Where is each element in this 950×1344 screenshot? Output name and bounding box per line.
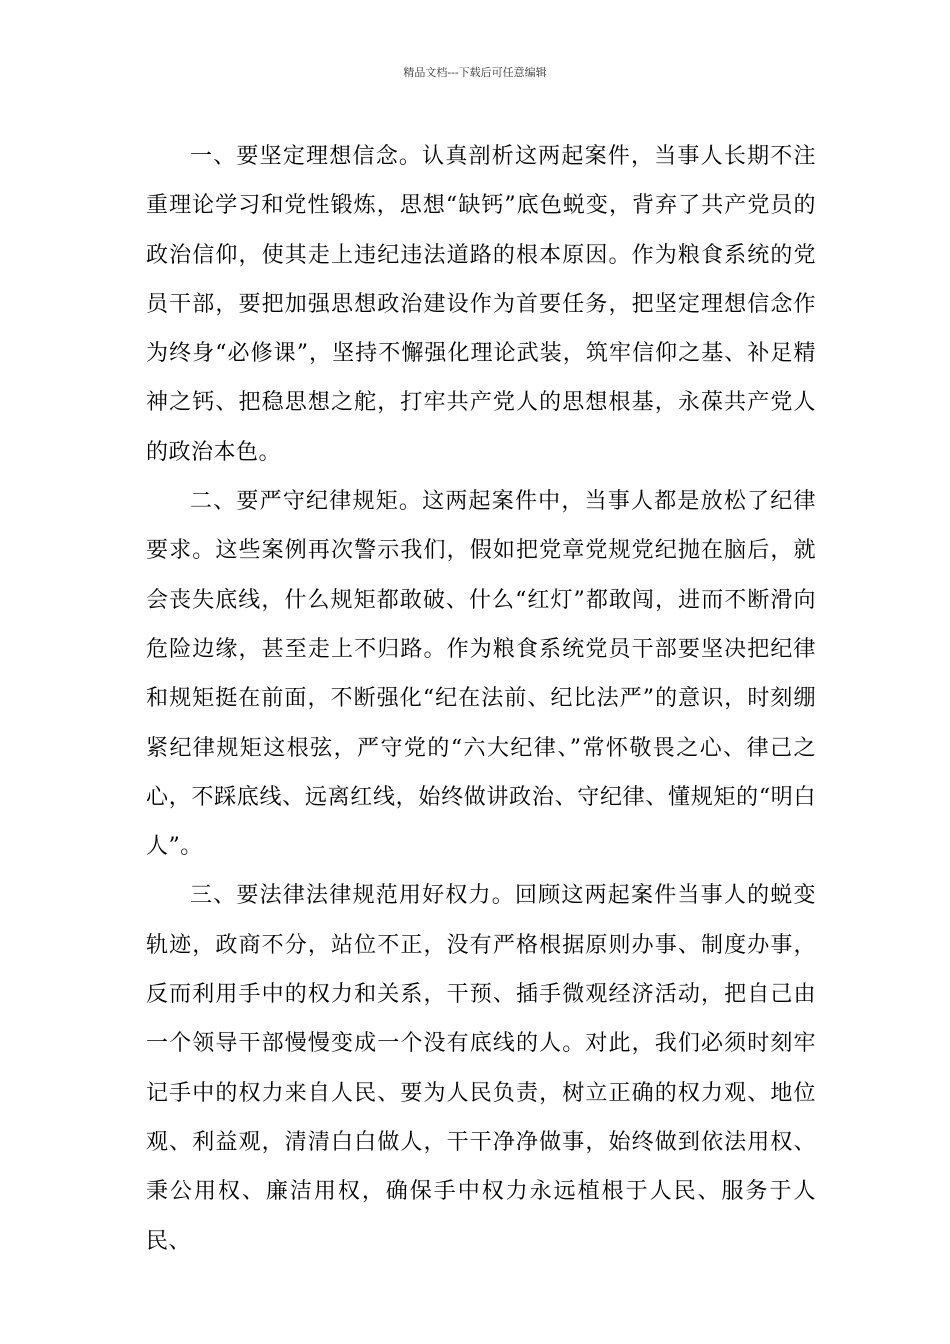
page-header: 精品文档---下载后可任意编辑 xyxy=(403,66,547,79)
document-body xyxy=(146,132,816,1266)
paragraph-1: 一、要坚定理想信念。认真剖析这两起案件，当事人长期不注重理论学习和党性锻炼，思想“缺钙”底色蜕变，背弃了共产党员的政治信仰，使其走上违纪违法道路的根本原因。作为粮食系统的党员干部，要把加强思想政治建设作为首要任务，把坚定理想信念作为终身“必修课”，坚持不懈强化理论武装，筑牢信仰之基、补足精神之钙、把稳思想之舵，打牢共产党人的思想根基，永葆共产党人的政治本色。 xyxy=(146,144,816,465)
paragraph-2: 二、要严守纪律规矩。这两起案件中，当事人都是放松了纪律要求。这些案例再次警示我们，假如把党章党规党纪抛在脑后，就会丧失底线，什么规矩都敢破、什么“红灯”都敢闯，进而不断滑向危险边缘，甚至走上不归路。作为粮食系统党员干部要坚决把纪律和规矩挺在前面，不断强化“纪在法前、纪比法严”的意识，时刻绷紧纪律规矩这根弦，严守党的“六大纪律、”常怀敬畏之心、律己之心，不踩底线、远离红线，始终做讲政治、守纪律、懂规矩的“明白人”。 xyxy=(146,489,816,860)
paragraph-3: 三、要法律法律规范用好权力。回顾这两起案件当事人的蜕变轨迹，政商不分，站位不正，没有严格根据原则办事、制度办事，反而利用手中的权力和关系，干预、插手微观经济活动，把自己由一个领导干部慢慢变成一个没有底线的人。对此，我们必须时刻牢记手中的权力来自人民、要为人民负责，树立正确的权力观、地位观、利益观，清清白白做人，干干净净做事，始终做到依法用权、秉公用权、廉洁用权，确保手中权力永远植根于人民、服务于人民、 xyxy=(146,883,816,1254)
